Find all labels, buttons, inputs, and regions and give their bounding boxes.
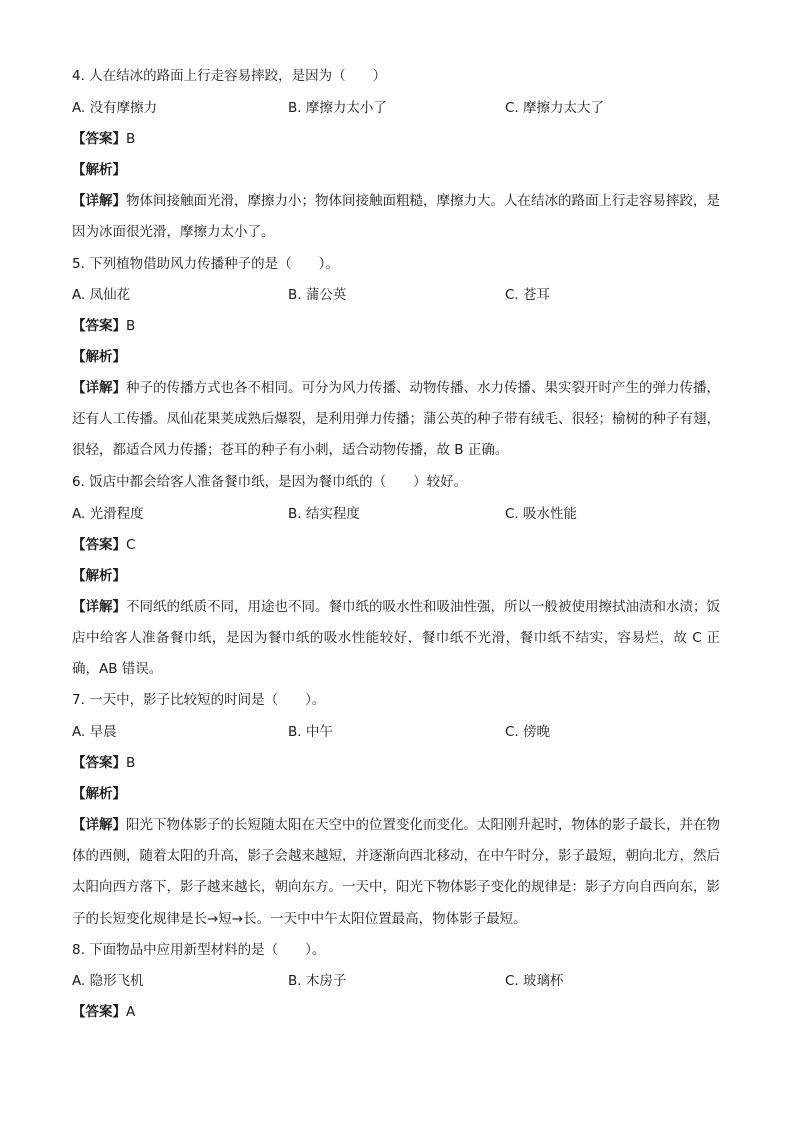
option-a: A. 隐形飞机: [72, 973, 144, 989]
answer-tag: 【答案】: [72, 537, 126, 553]
answer-value: A: [126, 1004, 136, 1020]
question-6-stem: 6. 饭店中都会给客人准备餐巾纸，是因为餐巾纸的（ ）较好。: [72, 474, 468, 490]
question-7-analysis-tag: 【解析】: [72, 786, 126, 802]
question-4-analysis-tag: 【解析】: [72, 162, 126, 178]
answer-tag: 【答案】: [72, 755, 126, 771]
answer-value: B: [126, 131, 136, 147]
option-c: C. 苍耳: [505, 287, 551, 303]
question-6-answer: [72, 535, 722, 555]
question-4-options: [72, 98, 722, 118]
answer-tag: 【答案】: [72, 1004, 126, 1020]
question-4-answer: [72, 129, 722, 149]
question-8-stem: 8. 下面物品中应用新型材料的是（ ）。: [72, 942, 326, 958]
option-a: A. 早晨: [72, 724, 117, 740]
answer-value: B: [126, 318, 136, 334]
question-5-detail: [72, 373, 720, 467]
detail-tag: 【详解】: [72, 817, 126, 833]
question-6-analysis-tag: 【解析】: [72, 568, 126, 584]
option-a: A. 凤仙花: [72, 287, 131, 303]
option-b: B. 摩擦力太小了: [288, 100, 387, 116]
answer-tag: 【答案】: [72, 131, 126, 147]
question-7-options: [72, 722, 722, 742]
detail-text: 种子的传播方式也各不相同。可分为风力传播、动物传播、水力传播、果实裂开时产生的弹力传播，还有人工传播。凤仙花果荚成熟后爆裂，是利用弹力传播；蒲公英的种子带有绒毛、很轻；榆树的种子有翅，很轻，都适合风力传播；苍耳的种子有小刺，适合动物传播，故 B 正确。: [72, 380, 720, 459]
question-7-answer: [72, 753, 722, 773]
question-8-answer: [72, 1002, 722, 1022]
question-5-options: [72, 285, 722, 305]
detail-text: 阳光下物体影子的长短随太阳在天空中的位置变化而变化。太阳刚升起时，物体的影子最长，并在物体的西侧，随着太阳的升高，影子会越来越短，并逐渐向西北移动，在中午时分，影子最短，朝向北方，然后太阳向西方落下，影子越来越长，朝向东方。一天中，阳光下物体影子变化的规律是：影子方向自西向东，影子的长短变化规律是长→短→长。一天中中午太阳位置最高，物体影子最短。: [72, 817, 720, 927]
question-4-stem: 4. 人在结冰的路面上行走容易摔跤，是因为（ ）: [72, 68, 387, 84]
option-b: B. 结实程度: [288, 506, 360, 522]
question-5-analysis-tag: 【解析】: [72, 349, 126, 365]
question-7-detail: [72, 810, 720, 935]
detail-tag: 【详解】: [72, 193, 126, 209]
question-6-detail: [72, 592, 720, 686]
question-8-options: [72, 971, 722, 991]
option-c: C. 玻璃杯: [505, 973, 564, 989]
answer-value: C: [126, 537, 136, 553]
detail-text: 不同纸的纸质不同，用途也不同。餐巾纸的吸水性和吸油性强，所以一般被使用擦拭油渍和水渍；饭店中给客人准备餐巾纸，是因为餐巾纸的吸水性能较好，餐巾纸不光滑，餐巾纸不结实，容易烂，故 C 正确，AB 错误。: [72, 599, 720, 678]
answer-value: B: [126, 755, 136, 771]
option-b: B. 蒲公英: [288, 287, 347, 303]
option-a: A. 没有摩擦力: [72, 100, 158, 116]
option-c: C. 傍晚: [505, 724, 551, 740]
option-c: C. 吸水性能: [505, 506, 578, 522]
option-b: B. 中午: [288, 724, 333, 740]
question-7-stem: 7. 一天中，影子比较短的时间是（ ）。: [72, 692, 326, 708]
option-c: C. 摩擦力太大了: [505, 100, 605, 116]
detail-tag: 【详解】: [72, 380, 126, 396]
option-a: A. 光滑程度: [72, 506, 144, 522]
option-b: B. 木房子: [288, 973, 347, 989]
question-5-stem: 5. 下列植物借助风力传播种子的是（ ）。: [72, 256, 339, 272]
question-5-answer: [72, 316, 722, 336]
detail-tag: 【详解】: [72, 599, 126, 615]
question-4-detail: [72, 186, 720, 248]
detail-text: 物体间接触面光滑，摩擦力小；物体间接触面粗糙，摩擦力大。人在结冰的路面上行走容易摔跤，是因为冰面很光滑，摩擦力太小了。: [72, 193, 720, 241]
question-6-options: [72, 504, 722, 524]
answer-tag: 【答案】: [72, 318, 126, 334]
